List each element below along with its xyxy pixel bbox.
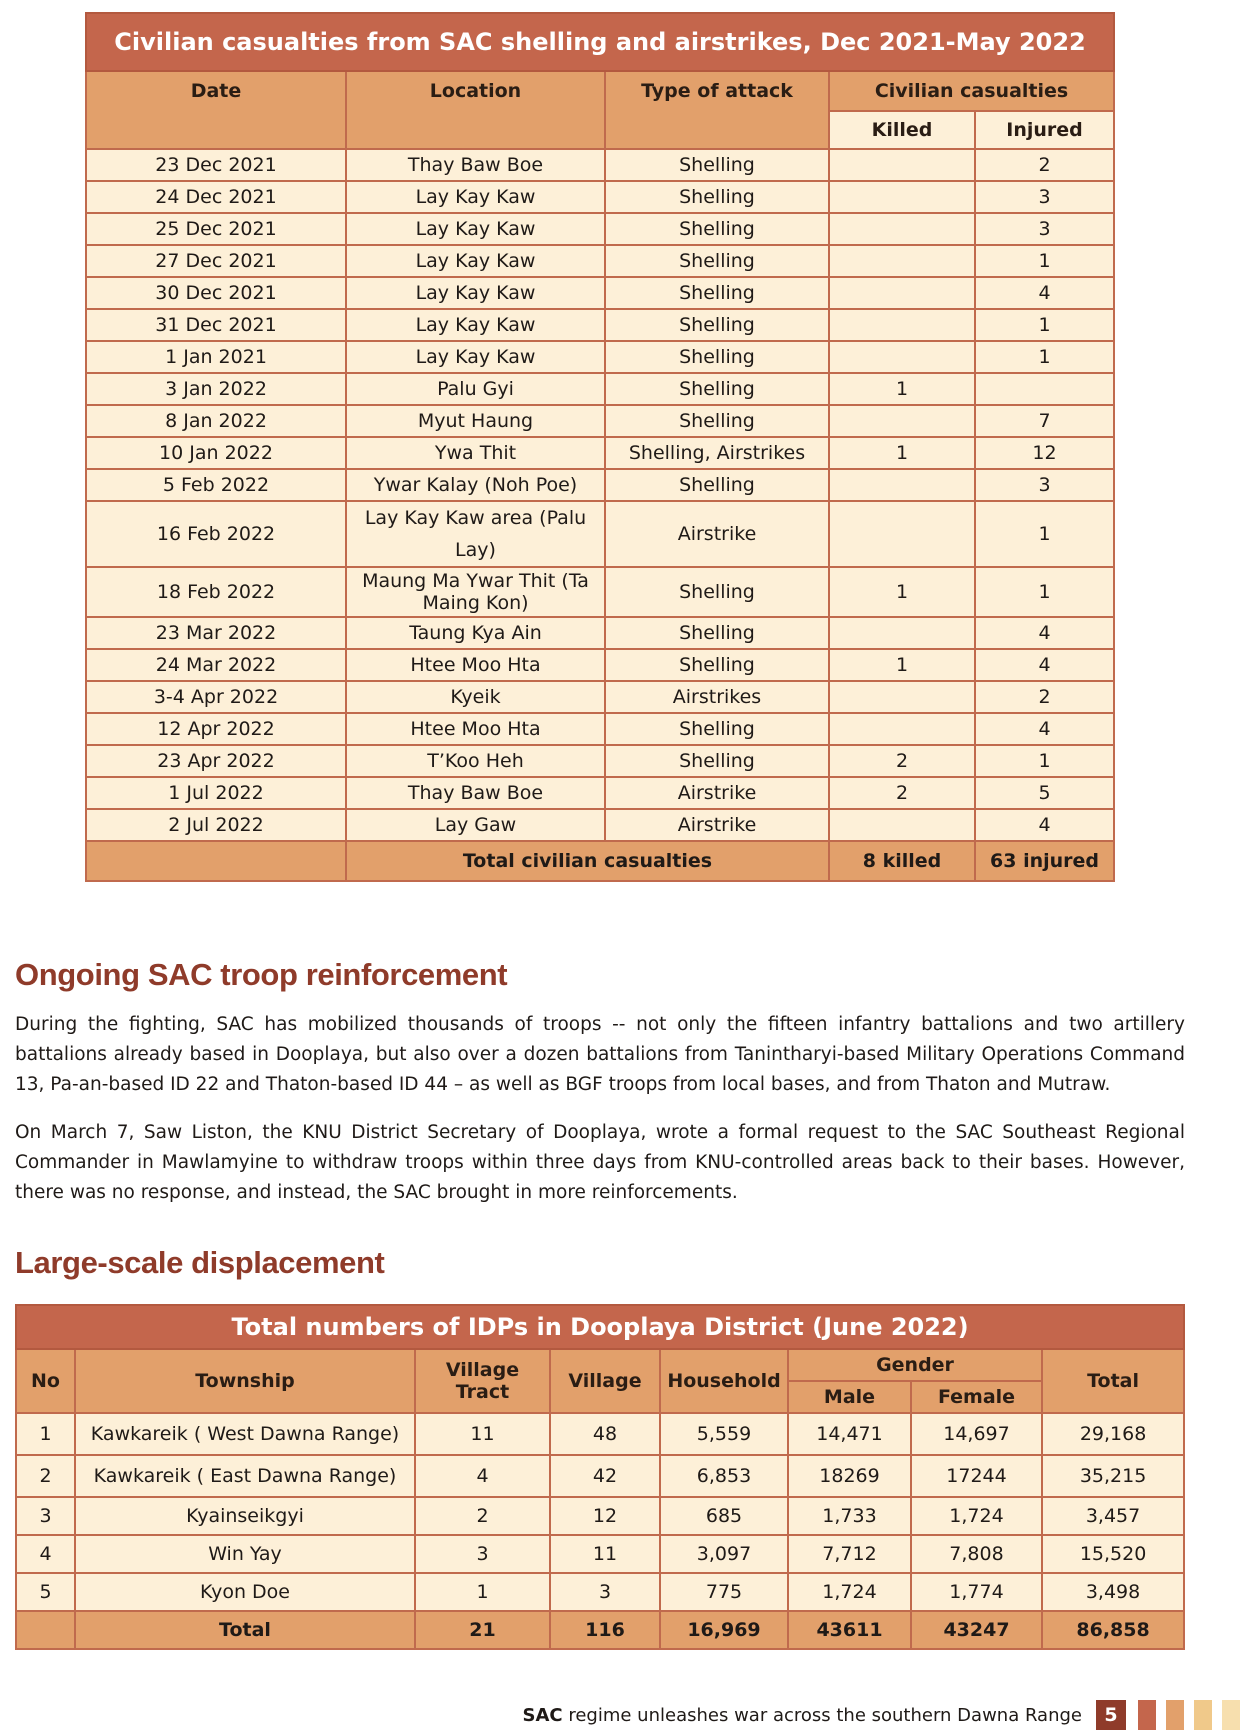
footer-swatch-1 (1138, 1700, 1156, 1730)
idp-total-blank (16, 1611, 75, 1649)
header-location: Location (346, 71, 605, 149)
cell-killed (829, 277, 975, 309)
table-row (16, 1497, 1184, 1535)
cell-township: Kyon Doe (75, 1573, 415, 1611)
header-killed: Killed (829, 111, 975, 149)
cell-male: 18269 (788, 1455, 911, 1497)
cell-injured: 5 (975, 777, 1114, 809)
cell-type: Shelling (605, 649, 829, 681)
cell-date: 23 Mar 2022 (86, 617, 346, 649)
cell-female: 7,808 (911, 1535, 1042, 1573)
footer-swatch-3 (1194, 1700, 1212, 1730)
cell-date: 27 Dec 2021 (86, 245, 346, 277)
cell-location: Lay Kay Kaw (346, 277, 605, 309)
cell-killed: 2 (829, 777, 975, 809)
cell-location: Lay Gaw (346, 809, 605, 841)
footer-text (523, 1705, 1082, 1726)
cell-village: 11 (550, 1535, 660, 1573)
header-total: Total (1042, 1349, 1184, 1413)
cell-date: 24 Dec 2021 (86, 181, 346, 213)
table-row (86, 181, 1114, 213)
cell-location: Lay Kay Kaw (346, 213, 605, 245)
cell-type: Shelling (605, 309, 829, 341)
cell-date: 2 Jul 2022 (86, 809, 346, 841)
cell-village-tract: 4 (415, 1455, 550, 1497)
cell-total: 3,498 (1042, 1573, 1184, 1611)
idp-table-body (16, 1413, 1184, 1611)
cell-killed: 1 (829, 567, 975, 617)
cell-village-tract: 2 (415, 1497, 550, 1535)
cell-injured: 4 (975, 277, 1114, 309)
table-row (86, 405, 1114, 437)
cell-type: Shelling (605, 213, 829, 245)
idp-total-household: 16,969 (660, 1611, 788, 1649)
cell-injured: 3 (975, 213, 1114, 245)
cell-killed (829, 149, 975, 181)
header-no: No (16, 1349, 75, 1413)
table-row (86, 213, 1114, 245)
cell-injured: 3 (975, 181, 1114, 213)
idp-total-village: 116 (550, 1611, 660, 1649)
cell-type: Shelling (605, 567, 829, 617)
cell-killed (829, 501, 975, 567)
cell-killed: 1 (829, 373, 975, 405)
cell-location: Maung Ma Ywar Thit (Ta Maing Kon) (346, 567, 605, 617)
header-casualties: Civilian casualties (829, 71, 1114, 111)
cell-killed (829, 713, 975, 745)
cell-location: Ywa Thit (346, 437, 605, 469)
cell-village: 12 (550, 1497, 660, 1535)
cell-killed (829, 469, 975, 501)
page-number: 5 (1096, 1700, 1126, 1730)
idp-total-label: Total (75, 1611, 415, 1649)
cell-township: Win Yay (75, 1535, 415, 1573)
cell-killed (829, 341, 975, 373)
cell-location: Palu Gyi (346, 373, 605, 405)
casualties-table (85, 12, 1115, 882)
cell-injured: 1 (975, 745, 1114, 777)
casualties-table-body (86, 149, 1114, 841)
cell-injured: 12 (975, 437, 1114, 469)
cell-type: Shelling (605, 405, 829, 437)
cell-date: 25 Dec 2021 (86, 213, 346, 245)
cell-female: 1,774 (911, 1573, 1042, 1611)
table-row (86, 777, 1114, 809)
cell-type: Shelling (605, 245, 829, 277)
total-blank (86, 841, 346, 881)
cell-injured: 4 (975, 713, 1114, 745)
cell-killed (829, 245, 975, 277)
table-row (16, 1573, 1184, 1611)
cell-type: Airstrike (605, 501, 829, 567)
cell-type: Airstrikes (605, 681, 829, 713)
table-row (86, 809, 1114, 841)
cell-township: Kawkareik ( East Dawna Range) (75, 1455, 415, 1497)
total-injured: 63 injured (975, 841, 1114, 881)
cell-type: Shelling (605, 745, 829, 777)
cell-no: 1 (16, 1413, 75, 1455)
cell-date: 1 Jan 2021 (86, 341, 346, 373)
cell-total: 29,168 (1042, 1413, 1184, 1455)
cell-location: Htee Moo Hta (346, 649, 605, 681)
cell-location: Ywar Kalay (Noh Poe) (346, 469, 605, 501)
cell-village: 3 (550, 1573, 660, 1611)
cell-male: 14,471 (788, 1413, 911, 1455)
cell-date: 10 Jan 2022 (86, 437, 346, 469)
cell-no: 5 (16, 1573, 75, 1611)
cell-killed: 1 (829, 649, 975, 681)
cell-type: Shelling (605, 713, 829, 745)
cell-household: 685 (660, 1497, 788, 1535)
cell-date: 16 Feb 2022 (86, 501, 346, 567)
table-row (86, 277, 1114, 309)
cell-date: 23 Apr 2022 (86, 745, 346, 777)
cell-male: 7,712 (788, 1535, 911, 1573)
cell-type: Shelling (605, 469, 829, 501)
table-row (86, 617, 1114, 649)
cell-injured: 4 (975, 617, 1114, 649)
cell-household: 3,097 (660, 1535, 788, 1573)
cell-killed: 1 (829, 437, 975, 469)
cell-female: 1,724 (911, 1497, 1042, 1535)
cell-injured: 3 (975, 469, 1114, 501)
cell-injured: 4 (975, 649, 1114, 681)
cell-date: 24 Mar 2022 (86, 649, 346, 681)
table-row (86, 567, 1114, 617)
cell-killed (829, 181, 975, 213)
cell-killed (829, 405, 975, 437)
table-row (86, 649, 1114, 681)
idp-table-title: Total numbers of IDPs in Dooplaya District (June 2022) (16, 1305, 1184, 1349)
cell-type: Shelling, Airstrikes (605, 437, 829, 469)
paragraph-2: On March 7, Saw Liston, the KNU District Secretary of Dooplaya, wrote a formal request to the SAC Southeast Regional Commander in Mawlamyine to withdraw troops within three days from KNU-controlled areas back to their bases. However, there was no response, and instead, the SAC brought in more reinforcements. (15, 1122, 1185, 1203)
cell-household: 6,853 (660, 1455, 788, 1497)
cell-injured: 1 (975, 501, 1114, 567)
cell-location: Thay Baw Boe (346, 777, 605, 809)
table-row (86, 309, 1114, 341)
cell-injured (975, 373, 1114, 405)
cell-date: 1 Jul 2022 (86, 777, 346, 809)
footer-swatch-4 (1222, 1700, 1240, 1730)
cell-no: 4 (16, 1535, 75, 1573)
cell-location: Lay Kay Kaw (346, 181, 605, 213)
header-date: Date (86, 71, 346, 149)
cell-date: 8 Jan 2022 (86, 405, 346, 437)
cell-date: 5 Feb 2022 (86, 469, 346, 501)
idp-table (15, 1304, 1185, 1650)
cell-date: 3-4 Apr 2022 (86, 681, 346, 713)
header-female: Female (911, 1381, 1042, 1413)
cell-total: 3,457 (1042, 1497, 1184, 1535)
cell-location: Htee Moo Hta (346, 713, 605, 745)
cell-killed (829, 809, 975, 841)
cell-date: 18 Feb 2022 (86, 567, 346, 617)
cell-female: 17244 (911, 1455, 1042, 1497)
cell-location: Lay Kay Kaw area (Palu Lay) (346, 501, 605, 567)
footer-title: regime unleashes war across the southern Dawna Range (562, 1704, 1082, 1726)
cell-killed: 2 (829, 745, 975, 777)
cell-injured: 1 (975, 567, 1114, 617)
cell-household: 5,559 (660, 1413, 788, 1455)
cell-type: Shelling (605, 181, 829, 213)
table-row (86, 713, 1114, 745)
footer-swatch-2 (1166, 1700, 1184, 1730)
total-label: Total civilian casualties (346, 841, 829, 881)
idp-total-female: 43247 (911, 1611, 1042, 1649)
table-row (86, 341, 1114, 373)
table-row (86, 745, 1114, 777)
cell-type: Shelling (605, 373, 829, 405)
cell-date: 23 Dec 2021 (86, 149, 346, 181)
cell-male: 1,724 (788, 1573, 911, 1611)
cell-injured: 7 (975, 405, 1114, 437)
cell-total: 15,520 (1042, 1535, 1184, 1573)
cell-type: Shelling (605, 617, 829, 649)
cell-location: Thay Baw Boe (346, 149, 605, 181)
header-village-tract: Village Tract (415, 1349, 550, 1413)
cell-date: 30 Dec 2021 (86, 277, 346, 309)
header-injured: Injured (975, 111, 1114, 149)
section-heading-reinforcement: Ongoing SAC troop reinforcement (15, 957, 508, 992)
table-row (16, 1535, 1184, 1573)
section-heading-displacement: Large-scale displacement (15, 1245, 385, 1280)
idp-total-village-tract: 21 (415, 1611, 550, 1649)
cell-female: 14,697 (911, 1413, 1042, 1455)
cell-household: 775 (660, 1573, 788, 1611)
cell-village: 42 (550, 1455, 660, 1497)
cell-township: Kyainseikgyi (75, 1497, 415, 1535)
table-row (86, 681, 1114, 713)
header-township: Township (75, 1349, 415, 1413)
table-row (16, 1455, 1184, 1497)
cell-injured: 1 (975, 245, 1114, 277)
cell-total: 35,215 (1042, 1455, 1184, 1497)
cell-injured: 4 (975, 809, 1114, 841)
cell-date: 12 Apr 2022 (86, 713, 346, 745)
cell-type: Shelling (605, 149, 829, 181)
cell-injured: 1 (975, 341, 1114, 373)
table-row (86, 245, 1114, 277)
cell-location: Lay Kay Kaw (346, 341, 605, 373)
table-row (86, 149, 1114, 181)
cell-type: Airstrike (605, 809, 829, 841)
paragraph-1: During the fighting, SAC has mobilized thousands of troops -- not only the fifteen infantry battalions and two artillery battalions already based in Dooplaya, but also over a dozen battalions from Tanintharyi-based Military Operations Command 13, Pa-an-based ID 22 and Thaton-based ID 44 – as well as BGF troops from local bases, and from Thaton and Mutraw. (15, 1014, 1185, 1095)
cell-no: 2 (16, 1455, 75, 1497)
cell-type: Airstrike (605, 777, 829, 809)
cell-village-tract: 11 (415, 1413, 550, 1455)
idp-total-total: 86,858 (1042, 1611, 1184, 1649)
cell-location: Myut Haung (346, 405, 605, 437)
table-row (86, 469, 1114, 501)
cell-date: 31 Dec 2021 (86, 309, 346, 341)
cell-killed (829, 213, 975, 245)
cell-village: 48 (550, 1413, 660, 1455)
header-type: Type of attack (605, 71, 829, 149)
cell-village-tract: 1 (415, 1573, 550, 1611)
table-row (86, 501, 1114, 567)
cell-male: 1,733 (788, 1497, 911, 1535)
total-killed: 8 killed (829, 841, 975, 881)
cell-location: Lay Kay Kaw (346, 309, 605, 341)
cell-killed (829, 309, 975, 341)
page-footer (523, 1700, 1240, 1730)
cell-type: Shelling (605, 341, 829, 373)
idp-total-male: 43611 (788, 1611, 911, 1649)
header-gender: Gender (788, 1349, 1042, 1381)
table-row (86, 373, 1114, 405)
table-row (86, 437, 1114, 469)
cell-killed (829, 681, 975, 713)
cell-township: Kawkareik ( West Dawna Range) (75, 1413, 415, 1455)
cell-location: Kyeik (346, 681, 605, 713)
cell-type: Shelling (605, 277, 829, 309)
cell-location: T’Koo Heh (346, 745, 605, 777)
cell-date: 3 Jan 2022 (86, 373, 346, 405)
footer-brand: SAC (522, 1704, 563, 1726)
cell-location: Lay Kay Kaw (346, 245, 605, 277)
table-row (16, 1413, 1184, 1455)
cell-injured: 2 (975, 149, 1114, 181)
casualties-table-title: Civilian casualties from SAC shelling and airstrikes, Dec 2021-May 2022 (86, 13, 1114, 71)
cell-location: Taung Kya Ain (346, 617, 605, 649)
cell-village-tract: 3 (415, 1535, 550, 1573)
cell-no: 3 (16, 1497, 75, 1535)
header-village: Village (550, 1349, 660, 1413)
cell-killed (829, 617, 975, 649)
cell-injured: 2 (975, 681, 1114, 713)
cell-injured: 1 (975, 309, 1114, 341)
header-male: Male (788, 1381, 911, 1413)
header-household: Household (660, 1349, 788, 1413)
